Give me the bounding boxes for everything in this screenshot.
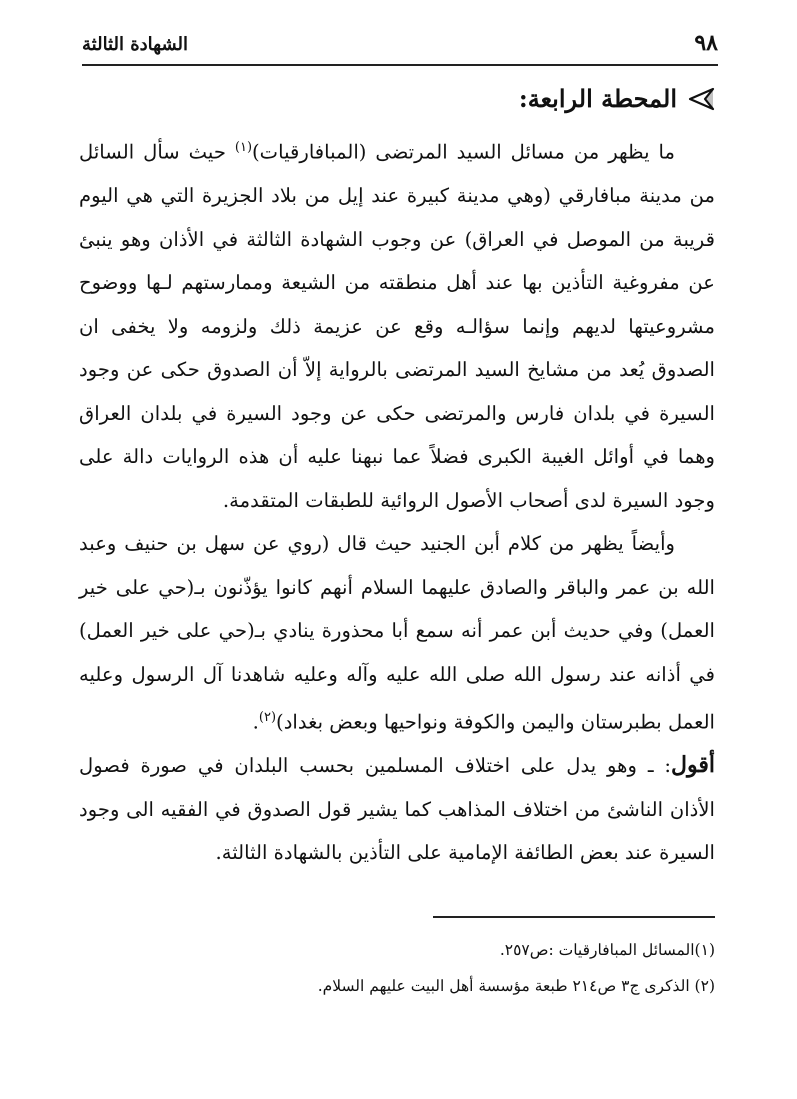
body-text bbox=[79, 126, 715, 875]
footnotes bbox=[79, 932, 715, 1004]
footnote-ref-1[interactable]: (١) bbox=[234, 140, 253, 155]
footnote-divider bbox=[433, 916, 715, 918]
arrow-bullet-icon bbox=[687, 85, 715, 113]
footnote-ref-2[interactable]: (٢) bbox=[258, 710, 277, 726]
paragraph-1-text-a: ما يظهر من مسائل السيد المرتضى (المبافارقيات) bbox=[252, 140, 675, 164]
section-heading bbox=[519, 84, 715, 113]
paragraph-3 bbox=[79, 744, 715, 875]
paragraph-3-text: : ـ وهو يدل على اختلاف المسلمين بحسب البلدان في صورة فصول الأذان الناشئ من اختلاف المذاهب كما يشير قول الصدوق في الفقيه الى وجود السيرة عند بعض الطائفة الإمامية على التأذين بالشهادة الثالثة. bbox=[79, 754, 715, 865]
page-number: ٩٨ bbox=[694, 30, 718, 56]
footnote-2: (٢) الذكرى ج٣ ص٢١٤ طبعة مؤسسة أهل البيت عليهم السلام. bbox=[317, 977, 715, 995]
paragraph-3-lead: أقول bbox=[671, 752, 715, 779]
paragraph-2-text-a: وأيضاً يظهر من كلام أبن الجنيد حيث قال (روي عن سهل بن حنيف وعبد الله بن عمر والباقر والصادق عليهما السلام أنهم كانوا يؤذّنون بـ(حي على خير العمل) وفي حديث أبن عمر أنه سمع أبا محذورة ينادي بـ(حي على خير العمل) في أذانه عند رسول الله صلى الله عليه وآله وعليه شاهدنا آل الرسول وعليه العمل بطبرستان واليمن والكوفة ونواحيها وبعض بغداد) bbox=[79, 532, 715, 734]
paragraph-2 bbox=[79, 522, 715, 744]
header-divider bbox=[82, 64, 718, 66]
paragraph-1-text-b: حيث سأل السائل من مدينة مبافارقي (وهي مدينة كبيرة عند إيل من بلاد الجزيرة التي هي اليوم قريبة من الموصل في العراق) عن وجوب الشهادة الثالثة في الأذان وهو ينبئ عن مفروغية التأذين بها عند أهل منطقته من الشيعة وممارستهم لـها ووضوح مشروعيتها لديهم وإنما سؤالـه وقع عن عزيمة ذلك ولزومه ولا يخفى ان الصدوق يُعد من مشايخ السيد المرتضى بالرواية إلاّ أن الصدوق حكى عن وجود السيرة في بلدان فارس والمرتضى حكى عن وجود السيرة في بلدان العراق وهما في أوائل الغيبة الكبرى فضلاً عما نبهنا عليه أن هذه الروايات دالة على وجود السيرة لدى أصحاب الأصول الروائية للطبقات المتقدمة. bbox=[79, 140, 715, 512]
running-title: الشهادة الثالثة bbox=[82, 34, 189, 55]
paragraph-1 bbox=[79, 126, 715, 522]
paragraph-2-text-b: . bbox=[252, 710, 259, 734]
footnote-1: (١)المسائل المبافارقيات :ص٢٥٧. bbox=[499, 941, 715, 959]
section-title: المحطة الرابعة: bbox=[518, 84, 677, 113]
page-header bbox=[82, 30, 718, 62]
